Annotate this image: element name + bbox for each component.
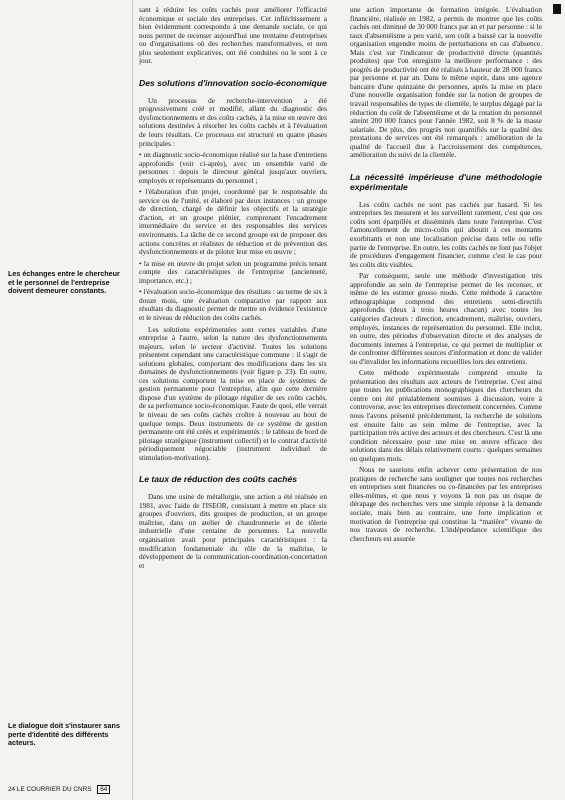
journal-name: LE COURRIER DU CNRS xyxy=(16,786,92,793)
bullet-item: • l'évaluation socio-économique des résultats : au terme de six à douze mois, une évaluation comparative par rapport aux résultats du diagnostic permet de mettre en évidence l'existence et le niveau de réduction des coûts cachés. xyxy=(139,287,327,322)
page-edge-mark xyxy=(553,4,561,14)
section-heading-methodology: La nécessité impérieuse d'une méthodologie expérimentale xyxy=(350,171,542,192)
paragraph: Nous ne saurions enfin achever cette présentation de nos pratiques de recherche sans souligner que toutes nos recherches en entreprises sont financées ou co-financées par les entreprises elles-mêmes, et que nous y voyons là non pas un risque de dérapage des recherches vers une simple réponse à la demande sociale, mais bien au contraire, une forte implication et motivation de l'entreprise qui constitue la “matière” vivante de nos travaux de recherche. L'indépendance scientifique des chercheurs est assurée xyxy=(350,465,542,543)
paragraph: Les coûts cachés ne sont pas cachés par hasard. Si les entreprises les mesurent et les surveillent rarement, c'est que ces coûts sont éparpillés et disséminés dans toute l'entreprise. C'est l'amoncellement de micro-coûts qui aboutit à ces montants exorbitants et non une localisation précise dans telle ou telle partie de l'entreprise. En outre, les coûts cachés ne font pas l'objet de procédures d'engagement financier, comme c'est le cas pour les coûts dits visibles. xyxy=(350,199,542,269)
paragraph: Les solutions expérimentées sont certes variables d'une entreprise à l'autre, selon la nature des dysfonctionnements majeurs, selon le secteur d'activité. Toutes les solutions présentent cependant une caractéristique commune : il s'agit de solutions globales, comportant des modifications dans les six domaines de dysfonctionnements (voir figure p. 23). En outre, ces solutions comportent la mise en place de systèmes de gestion permanente pour l'entreprise, afin que cette dernière dispose d'un système de pilotage régulier de ses coûts cachés, de sa performance socio-économique. Faute de quoi, elle verrait le niveau de ses coûts cachés croître à nouveau au bout de quelque temps. Deux instruments de ce système de gestion permanente ont été créés et expérimentés : le tableau de bord de pilotage stratégique (instrument collectif) et le contrat d'activité périodiquement négociable (instrument individuel de stimulation-motivation). xyxy=(139,324,327,462)
bullet-item: • un diagnostic socio-économique réalisé sur la base d'entretiens approfondis (voir ci-après), avec un ensemble varié de personnes : depuis le directeur général jusqu'aux ouvriers, employés et représentants du personnel ; xyxy=(139,150,327,185)
paragraph: une action importante de formation intégrée. L'évaluation financière, réalisée en 1982, a permis de montrer que les coûts cachés ont diminué de 30 000 francs par an et par personne : si le taux d'absentéisme a peu varié, son coût a baissé car la nouvelle organisation engendre moins de perturbations en cas d'absence. Mais c'est sur l'indicateur de productivité directe (quantités produites) que l'on enregistre la meilleure performance : des progrès de productivité ont été réalisés à hauteur de 28 000 francs par personne et par an. Dans le même esprit, dans une agence bancaire d'une quinzaine de personnes, après la mise en place d'une nouvelle organisation fondée sur la notion de groupes de travail responsables de types de clientèle, le surplus dégagé par la réduction du coût de l'absentéisme et de la rotation du personnel atteint 200 000 francs pour l'année 1982, soit 8 % de la masse salariale. De plus, des progrès non quantifiés sur la qualité des prestations de services ont été remarqués : amélioration de la qualité de l'accueil due à l'accroissement des compétences, amélioration du suivi de la clientèle. xyxy=(350,6,542,160)
paragraph: Dans une usine de métallurgie, une action a été réalisée en 1981, avec l'aide de l'ISEOR, consistant à mettre en place six groupes d'ouvriers, dits groupes de production, et un groupe maîtrise, dans un atelier de chaudronnerie et de tôlerie industrielle d'une centaine de personnes. La nouvelle organisation avait pour principales caractéristiques : la modification fondamentale du rôle de la maîtrise, le développement de la communication-coordination-concertation et xyxy=(139,492,327,570)
margin-column xyxy=(0,0,133,800)
bullet-item: • l'élaboration d'un projet, coordonné par le responsable du service ou de l'unité, et élaboré par deux instances : un groupe de direction, chargé de définir les objectifs et la stratégie d'action, et un groupe plénier, comprenant l'encadrement intermédiaire du service et des responsables des services environnants. La tâche de ce second groupe est de proposer des actions concrètes et réalistes de réduction et de prévention des dysfonctionnements et de piloter leur mise en œuvre ; xyxy=(139,187,327,257)
section-heading-reduction: Le taux de réduction des coûts cachés xyxy=(139,474,298,485)
text-column-2 xyxy=(350,6,542,788)
page-footer xyxy=(8,785,110,794)
section-heading-innovation: Des solutions d'innovation socio-économique xyxy=(139,77,327,88)
sidebar-note-dialogue: Le dialogue doit s'instaurer sans perte d'identité des différents acteurs. xyxy=(8,721,120,748)
paragraph: Par conséquent, seule une méthode d'investigation très approfondie au sein de l'entreprise permet de les recenser, et même de les estimer grosso modo. Cette méthode à caractère ethnographique comprend des entretiens semi-directifs approfondis (deux à trois heures chacun) avec toutes les catégories d'acteurs : direction, encadrement, maîtrise, ouvriers, employés, instances de représentation du personnel. Elle inclut, en outre, des périodes d'observation directe et des analyses de documents internes à l'entreprise, ce qui permet de multiplier et de confronter différentes sources d'information et donc de valider ou d'invalider les informations recueillies lors des entretiens. xyxy=(350,271,542,366)
page-number: 24 xyxy=(8,786,16,793)
paragraph: Un processus de recherche-intervention a été progressivement créé et modifié, allant du diagnostic des dysfonctionnements et des coûts cachés, à la mise en œuvre des solutions destinées à résorber les coûts cachés et à l'évaluation de leurs résultats. Ce processus est structuré en quatre phases principales : xyxy=(139,95,327,148)
sidebar-note-exchanges: Les échanges entre le chercheur et le personnel de l'entreprise doivent demeurer constants. xyxy=(8,269,120,296)
issue-number: 64 xyxy=(97,785,110,794)
text-column-1 xyxy=(139,6,327,788)
bullet-item: • la mise en œuvre du projet selon un programme précis tenant compte des caractéristiques de l'entreprise (ancienneté, importance, etc.) ; xyxy=(139,258,327,285)
paragraph: sant à réduire les coûts cachés pour améliorer l'efficacité économique et sociale des entreprises. Cet infléchissement a bien évidemment correspondu à une demande sociale, ce qui nous permet de recenser aujourd'hui une trentaine d'entreprises ou d'organisations où des recherches transformatives, et non plus seulement explicatives, ont été conduites ou le sont à ce jour. xyxy=(139,6,327,66)
paragraph: Cette méthode expérimentale comprend ensuite la présentation des résultats aux acteurs de l'entreprise. C'est ainsi que toutes les publications monographiques des chercheurs du centre ont été préalablement soumises à discussion, voire à controverse, avec les entreprises directement concernées. Comme nous l'avons présenté précédemment, la recherche de solutions est ensuite faite au sein même de l'entreprise, avec la participation très active des acteurs et des chercheurs. C'est là une condition nécessaire pour une mise en œuvre efficace des solutions dans des délais relativement courts : quelques semaines ou quelques mois. xyxy=(350,368,542,463)
